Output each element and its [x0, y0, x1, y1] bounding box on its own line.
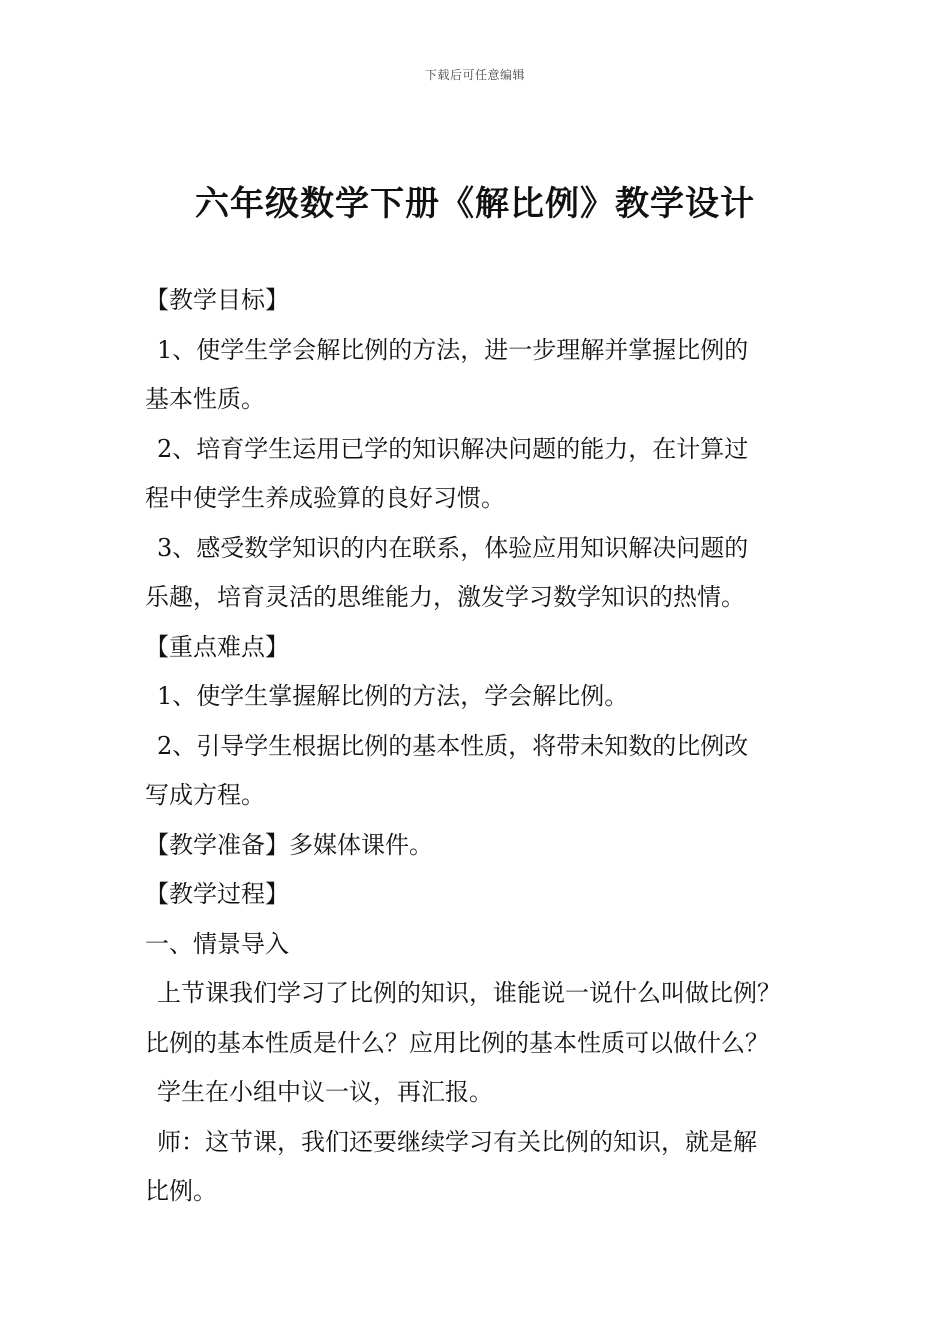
paragraph-line: 比例。	[145, 1177, 217, 1205]
paragraph-line: 上节课我们学习了比例的知识，谁能说一说什么叫做比例？	[157, 979, 781, 1007]
subsection-heading-intro: 一、情景导入	[145, 929, 289, 958]
paragraph-line: 基本性质。	[145, 385, 265, 413]
paragraph-line: 师：这节课，我们还要继续学习有关比例的知识，就是解	[157, 1127, 757, 1156]
paragraph-line: 程中使学生养成验算的良好习惯。	[145, 484, 505, 512]
paragraph-line: 2、引导学生根据比例的基本性质，将带未知数的比例改	[157, 731, 749, 760]
paragraph-line: 学生在小组中议一议，再汇报。	[157, 1078, 493, 1106]
section-heading-process: 【教学过程】	[145, 880, 289, 908]
paragraph-line: 2、培育学生运用已学的知识解决问题的能力，在计算过	[157, 434, 749, 463]
paragraph-line: 1、使学生学会解比例的方法，进一步理解并掌握比例的	[157, 335, 749, 364]
section-heading-objectives: 【教学目标】	[145, 286, 289, 314]
document-body	[145, 276, 813, 1217]
section-heading-key-points: 【重点难点】	[145, 632, 289, 661]
paragraph-line: 比例的基本性质是什么？应用比例的基本性质可以做什么？	[145, 1028, 769, 1057]
paragraph-line: 乐趣，培育灵活的思维能力，激发学习数学知识的热情。	[145, 583, 745, 611]
header-watermark: 下载后可任意编辑	[424, 68, 525, 82]
document-title: 六年级数学下册《解比例》教学设计	[195, 184, 755, 224]
paragraph-line: 写成方程。	[145, 781, 265, 809]
paragraph-line: 3、感受数学知识的内在联系，体验应用知识解决问题的	[157, 533, 749, 562]
section-heading-preparation: 【教学准备】多媒体课件。	[145, 830, 433, 859]
paragraph-line: 1、使学生掌握解比例的方法，学会解比例。	[157, 682, 629, 710]
